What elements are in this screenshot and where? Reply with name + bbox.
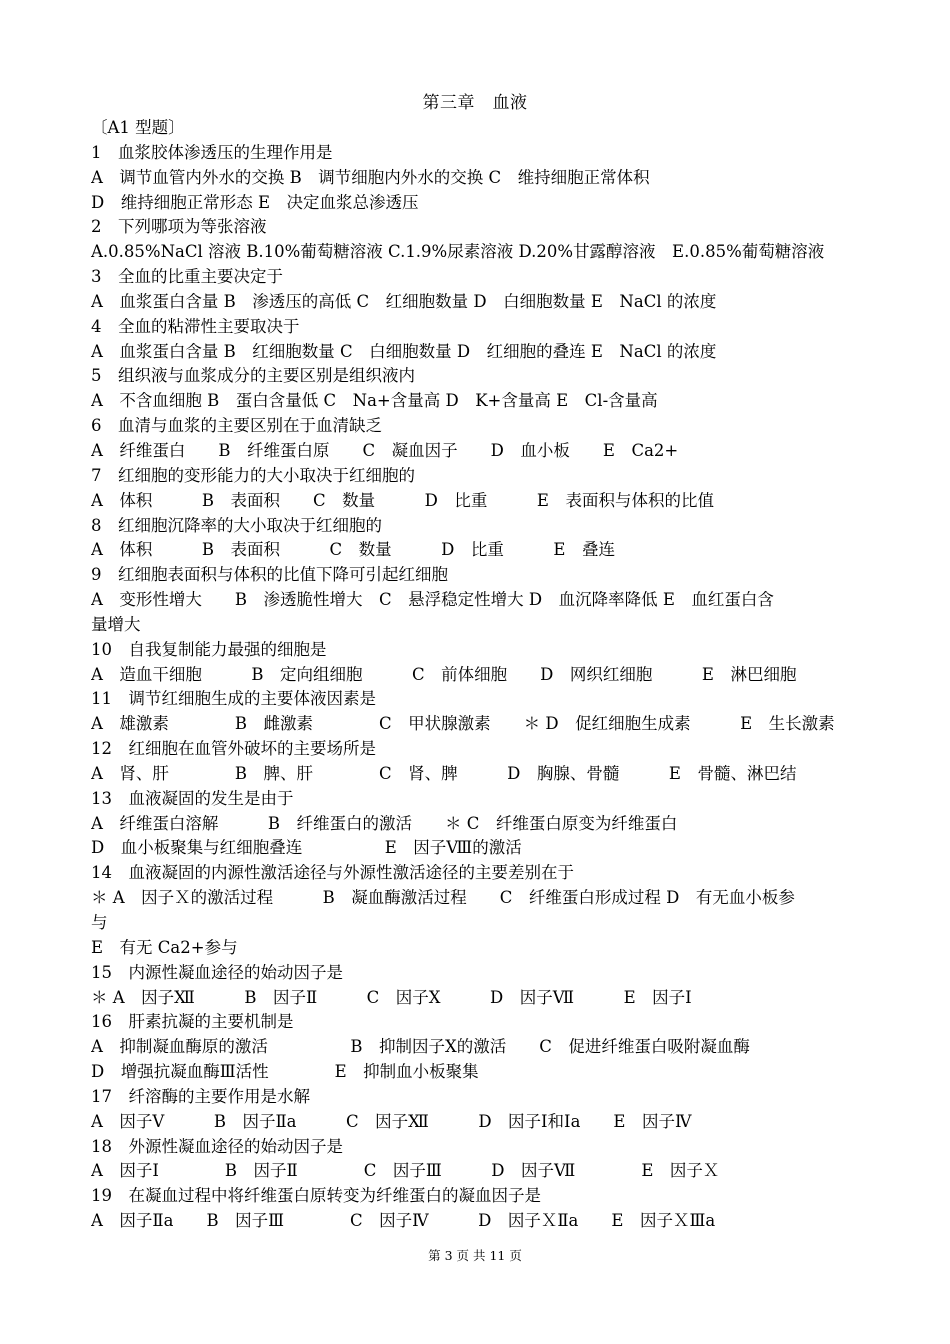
- text-line: 7 红细胞的变形能力的大小取决于红细胞的: [91, 465, 415, 485]
- text-line: 12 红细胞在血管外破坏的主要场所是: [91, 739, 376, 759]
- text-line: A 血浆蛋白含量 B 渗透压的高低 C 红细胞数量 D 白细胞数量 E NaCl 的浓度: [91, 291, 717, 311]
- text-line: 与: [91, 913, 108, 932]
- text-line: 10 自我复制能力最强的细胞是: [91, 639, 327, 659]
- chapter-title: 第三章 血液: [422, 93, 528, 113]
- text-line: 19 在凝血过程中将纤维蛋白原转变为纤维蛋白的凝血因子是: [91, 1186, 541, 1206]
- text-line: A 雄激素 B 雌激素 C 甲状腺激素 ＊ D 促红细胞生成素 E 生长激素: [91, 714, 835, 734]
- text-line: D 血小板聚集与红细胞叠连 E 因子Ⅷ的激活: [91, 838, 522, 858]
- text-line: A 血浆蛋白含量 B 红细胞数量 C 白细胞数量 D 红细胞的叠连 E NaCl 的浓度: [91, 341, 717, 361]
- text-line: 6 血清与血浆的主要区别在于血清缺乏: [91, 416, 382, 436]
- text-line: A 因子Ⅰ B 因子Ⅱ C 因子Ⅲ D 因子Ⅶ E 因子Ｘ: [91, 1161, 720, 1181]
- text-line: 15 内源性凝血途径的始动因子是: [91, 962, 343, 982]
- text-line: ＊ A 因子Ｘ的激活过程 B 凝血酶激活过程 C 纤维蛋白形成过程 D 有无血小板参: [91, 888, 795, 908]
- text-line: E 有无 Ca2+参与: [91, 937, 238, 957]
- text-line: 17 纤溶酶的主要作用是水解: [91, 1086, 310, 1106]
- text-line: A 体积 B 表面积 C 数量 D 比重 E 表面积与体积的比值: [91, 490, 714, 510]
- text-line: 8 红细胞沉降率的大小取决于红细胞的: [91, 515, 382, 535]
- question-list: [91, 116, 861, 1234]
- text-line: 〔A1 型题〕: [91, 118, 185, 137]
- text-line: A.0.85%NaCl 溶液 B.10%葡萄糖溶液 C.1.9%尿素溶液 D.20%甘露醇溶液 E.0.85%葡萄糖溶液: [91, 242, 825, 262]
- text-line: A 纤维蛋白 B 纤维蛋白原 C 凝血因子 D 血小板 E Ca2+: [91, 440, 679, 460]
- text-line: 13 血液凝固的发生是由于: [91, 788, 294, 808]
- text-line: 16 肝素抗凝的主要机制是: [91, 1012, 294, 1032]
- text-line: A 纤维蛋白溶解 B 纤维蛋白的激活 ＊ C 纤维蛋白原变为纤维蛋白: [91, 813, 678, 833]
- text-line: A 因子Ⅱa B 因子Ⅲ C 因子Ⅳ D 因子ＸⅡa E 因子ＸⅢa: [91, 1211, 716, 1231]
- text-line: A 造血干细胞 B 定向组细胞 C 前体细胞 D 网织红细胞 E 淋巴细胞: [91, 664, 797, 684]
- text-line: 9 红细胞表面积与体积的比值下降可引起红细胞: [91, 565, 448, 585]
- text-line: 14 血液凝固的内源性激活途径与外源性激活途径的主要差别在于: [91, 863, 574, 883]
- text-line: A 体积 B 表面积 C 数量 D 比重 E 叠连: [91, 540, 615, 560]
- text-line: A 因子Ⅴ B 因子Ⅱa C 因子Ⅻ D 因子Ⅰ和Ⅰa E 因子Ⅳ: [91, 1111, 692, 1131]
- text-line: 3 全血的比重主要决定于: [91, 267, 283, 287]
- text-line: 5 组织液与血浆成分的主要区别是组织液内: [91, 366, 415, 386]
- text-line: A 肾、肝 B 脾、肝 C 肾、脾 D 胸腺、骨髓 E 骨髓、淋巴结: [91, 763, 797, 783]
- text-line: D 增强抗凝血酶Ⅲ活性 E 抑制血小板聚集: [91, 1062, 479, 1082]
- page-footer: 第 3 页 共 11 页: [428, 1248, 522, 1263]
- text-line: 18 外源性凝血途径的始动因子是: [91, 1136, 343, 1156]
- text-line: 4 全血的粘滞性主要取决于: [91, 316, 300, 336]
- text-line: 1 血浆胶体渗透压的生理作用是: [91, 142, 333, 162]
- text-line: A 不含血细胞 B 蛋白含量低 C Na+含量高 D K+含量高 E Cl-含量高: [91, 391, 658, 411]
- text-line: ＊ A 因子Ⅻ B 因子Ⅱ C 因子Ⅹ D 因子Ⅶ E 因子Ⅰ: [91, 987, 692, 1007]
- text-line: 11 调节红细胞生成的主要体液因素是: [91, 689, 376, 709]
- text-line: A 抑制凝血酶原的激活 B 抑制因子Ⅹ的激活 C 促进纤维蛋白吸附凝血酶: [91, 1037, 750, 1057]
- text-line: 2 下列哪项为等张溶液: [91, 217, 267, 237]
- text-line: D 维持细胞正常形态 E 决定血浆总渗透压: [91, 192, 419, 212]
- text-line: A 调节血管内外水的交换 B 调节细胞内外水的交换 C 维持细胞正常体积: [91, 167, 650, 187]
- text-line: 量增大: [91, 614, 141, 634]
- text-line: A 变形性增大 B 渗透脆性增大 C 悬浮稳定性增大 D 血沉降率降低 E 血红蛋白含: [91, 590, 774, 610]
